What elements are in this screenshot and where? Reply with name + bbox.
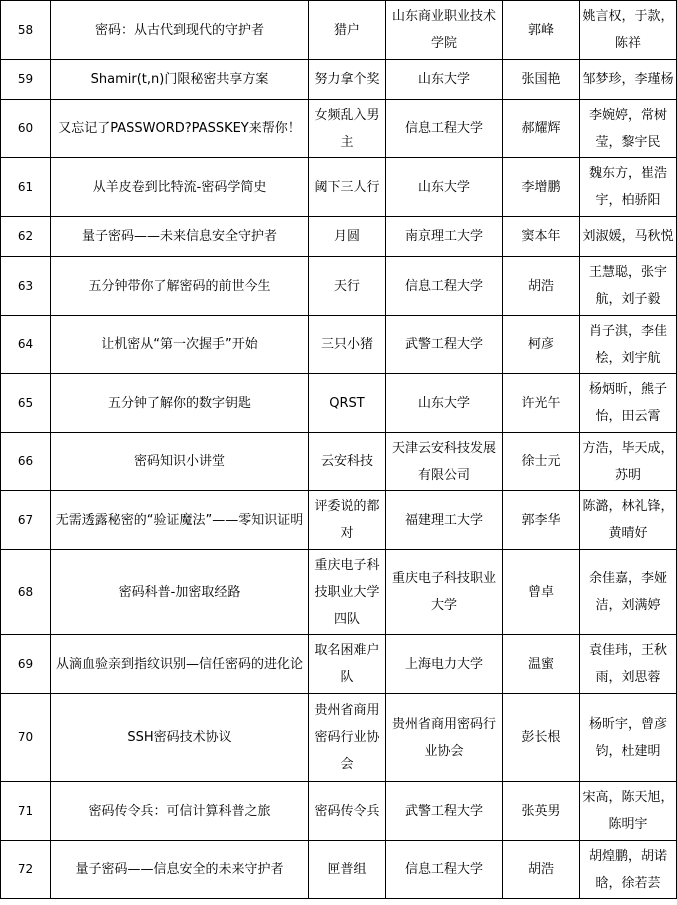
- row-number-cell: 64: [1, 316, 51, 374]
- members-cell: 宋高，陈天旭，陈明宇: [580, 782, 677, 841]
- team-name-cell: 努力拿个奖: [309, 60, 386, 100]
- school-cell: 天津云安科技发展有限公司: [386, 433, 503, 491]
- members-cell: 袁佳玮，王秋雨，刘思蓉: [580, 635, 677, 694]
- school-cell: 信息工程大学: [386, 100, 503, 158]
- work-title-cell: 无需透露秘密的“验证魔法”——零知识证明: [51, 491, 309, 550]
- table-row: [1, 217, 677, 257]
- table-row: [1, 550, 677, 635]
- members-cell: 杨炳昕，熊子怡，田云霄: [580, 374, 677, 433]
- advisor-cell: 温蜜: [503, 635, 580, 694]
- members-cell: 邹梦珍，李瑾杨: [580, 60, 677, 100]
- advisor-cell: 李增鹏: [503, 158, 580, 217]
- work-title-cell: 密码知识小讲堂: [51, 433, 309, 491]
- advisor-cell: 胡浩: [503, 257, 580, 316]
- table-row: [1, 433, 677, 491]
- school-cell: 上海电力大学: [386, 635, 503, 694]
- advisor-cell: 郭李华: [503, 491, 580, 550]
- team-name-cell: QRST: [309, 374, 386, 433]
- row-number-cell: 60: [1, 100, 51, 158]
- members-cell: 李婉婷，常树莹，黎宇民: [580, 100, 677, 158]
- work-title-cell: 量子密码——未来信息安全守护者: [51, 217, 309, 257]
- members-cell: 王慧聪，张宇航，刘子毅: [580, 257, 677, 316]
- advisor-cell: 张英男: [503, 782, 580, 841]
- table-row: [1, 1, 677, 60]
- team-name-cell: 取名困难户队: [309, 635, 386, 694]
- team-name-cell: 天行: [309, 257, 386, 316]
- table-row: [1, 841, 677, 899]
- school-cell: 武警工程大学: [386, 782, 503, 841]
- row-number-cell: 58: [1, 1, 51, 60]
- table-row: [1, 60, 677, 100]
- row-number-cell: 66: [1, 433, 51, 491]
- table-row: [1, 782, 677, 841]
- team-name-cell: 密码传令兵: [309, 782, 386, 841]
- advisor-cell: 张国艳: [503, 60, 580, 100]
- advisor-cell: 曾卓: [503, 550, 580, 635]
- row-number-cell: 67: [1, 491, 51, 550]
- members-cell: 魏东方，崔浩宇，柏骄阳: [580, 158, 677, 217]
- team-name-cell: 女频乱入男主: [309, 100, 386, 158]
- members-cell: 胡煌鹏，胡诺晗，徐若芸: [580, 841, 677, 899]
- school-cell: 信息工程大学: [386, 257, 503, 316]
- row-number-cell: 61: [1, 158, 51, 217]
- members-cell: 余佳嘉，李娅洁，刘满婷: [580, 550, 677, 635]
- advisor-cell: 彭长根: [503, 694, 580, 782]
- team-name-cell: 猎户: [309, 1, 386, 60]
- advisor-cell: 窦本年: [503, 217, 580, 257]
- row-number-cell: 69: [1, 635, 51, 694]
- advisor-cell: 许光午: [503, 374, 580, 433]
- work-title-cell: SSH密码技术协议: [51, 694, 309, 782]
- advisor-cell: 徐士元: [503, 433, 580, 491]
- row-number-cell: 71: [1, 782, 51, 841]
- members-cell: 肖子淇，李佳桧，刘宇航: [580, 316, 677, 374]
- table-row: [1, 100, 677, 158]
- school-cell: 福建理工大学: [386, 491, 503, 550]
- team-name-cell: 月圆: [309, 217, 386, 257]
- school-cell: 贵州省商用密码行业协会: [386, 694, 503, 782]
- award-table-body: [1, 1, 677, 899]
- team-name-cell: 阈下三人行: [309, 158, 386, 217]
- row-number-cell: 72: [1, 841, 51, 899]
- row-number-cell: 65: [1, 374, 51, 433]
- members-cell: 杨昕宇，曾彦钧，杜建明: [580, 694, 677, 782]
- team-name-cell: 评委说的都对: [309, 491, 386, 550]
- row-number-cell: 68: [1, 550, 51, 635]
- work-title-cell: 密码科普-加密取经路: [51, 550, 309, 635]
- school-cell: 山东商业职业技术学院: [386, 1, 503, 60]
- school-cell: 山东大学: [386, 374, 503, 433]
- work-title-cell: 从滴血验亲到指纹识别—信任密码的进化论: [51, 635, 309, 694]
- team-name-cell: 匣普组: [309, 841, 386, 899]
- members-cell: 陈潞，林礼锋，黄晴好: [580, 491, 677, 550]
- work-title-cell: 密码传令兵：可信计算科普之旅: [51, 782, 309, 841]
- table-row: [1, 635, 677, 694]
- advisor-cell: 胡浩: [503, 841, 580, 899]
- work-title-cell: 五分钟带你了解密码的前世今生: [51, 257, 309, 316]
- work-title-cell: 让机密从“第一次握手”开始: [51, 316, 309, 374]
- work-title-cell: 又忘记了PASSWORD?PASSKEY来帮你！: [51, 100, 309, 158]
- row-number-cell: 70: [1, 694, 51, 782]
- school-cell: 南京理工大学: [386, 217, 503, 257]
- team-name-cell: 云安科技: [309, 433, 386, 491]
- table-row: [1, 491, 677, 550]
- school-cell: 信息工程大学: [386, 841, 503, 899]
- work-title-cell: 量子密码——信息安全的未来守护者: [51, 841, 309, 899]
- row-number-cell: 63: [1, 257, 51, 316]
- work-title-cell: Shamir(t,n)门限秘密共享方案: [51, 60, 309, 100]
- table-row: [1, 374, 677, 433]
- table-row: [1, 158, 677, 217]
- work-title-cell: 五分钟了解你的数字钥匙: [51, 374, 309, 433]
- table-row: [1, 694, 677, 782]
- school-cell: 山东大学: [386, 158, 503, 217]
- work-title-cell: 密码：从古代到现代的守护者: [51, 1, 309, 60]
- advisor-cell: 郭峰: [503, 1, 580, 60]
- work-title-cell: 从羊皮卷到比特流-密码学简史: [51, 158, 309, 217]
- row-number-cell: 62: [1, 217, 51, 257]
- row-number-cell: 59: [1, 60, 51, 100]
- school-cell: 武警工程大学: [386, 316, 503, 374]
- team-name-cell: 重庆电子科技职业大学四队: [309, 550, 386, 635]
- school-cell: 山东大学: [386, 60, 503, 100]
- school-cell: 重庆电子科技职业大学: [386, 550, 503, 635]
- advisor-cell: 柯彦: [503, 316, 580, 374]
- team-name-cell: 贵州省商用密码行业协会: [309, 694, 386, 782]
- table-row: [1, 316, 677, 374]
- members-cell: 刘淑媛，马秋悦: [580, 217, 677, 257]
- table-row: [1, 257, 677, 316]
- members-cell: 方浩，毕天成，苏明: [580, 433, 677, 491]
- advisor-cell: 郝耀辉: [503, 100, 580, 158]
- team-name-cell: 三只小猪: [309, 316, 386, 374]
- members-cell: 姚言权，于款，陈祥: [580, 1, 677, 60]
